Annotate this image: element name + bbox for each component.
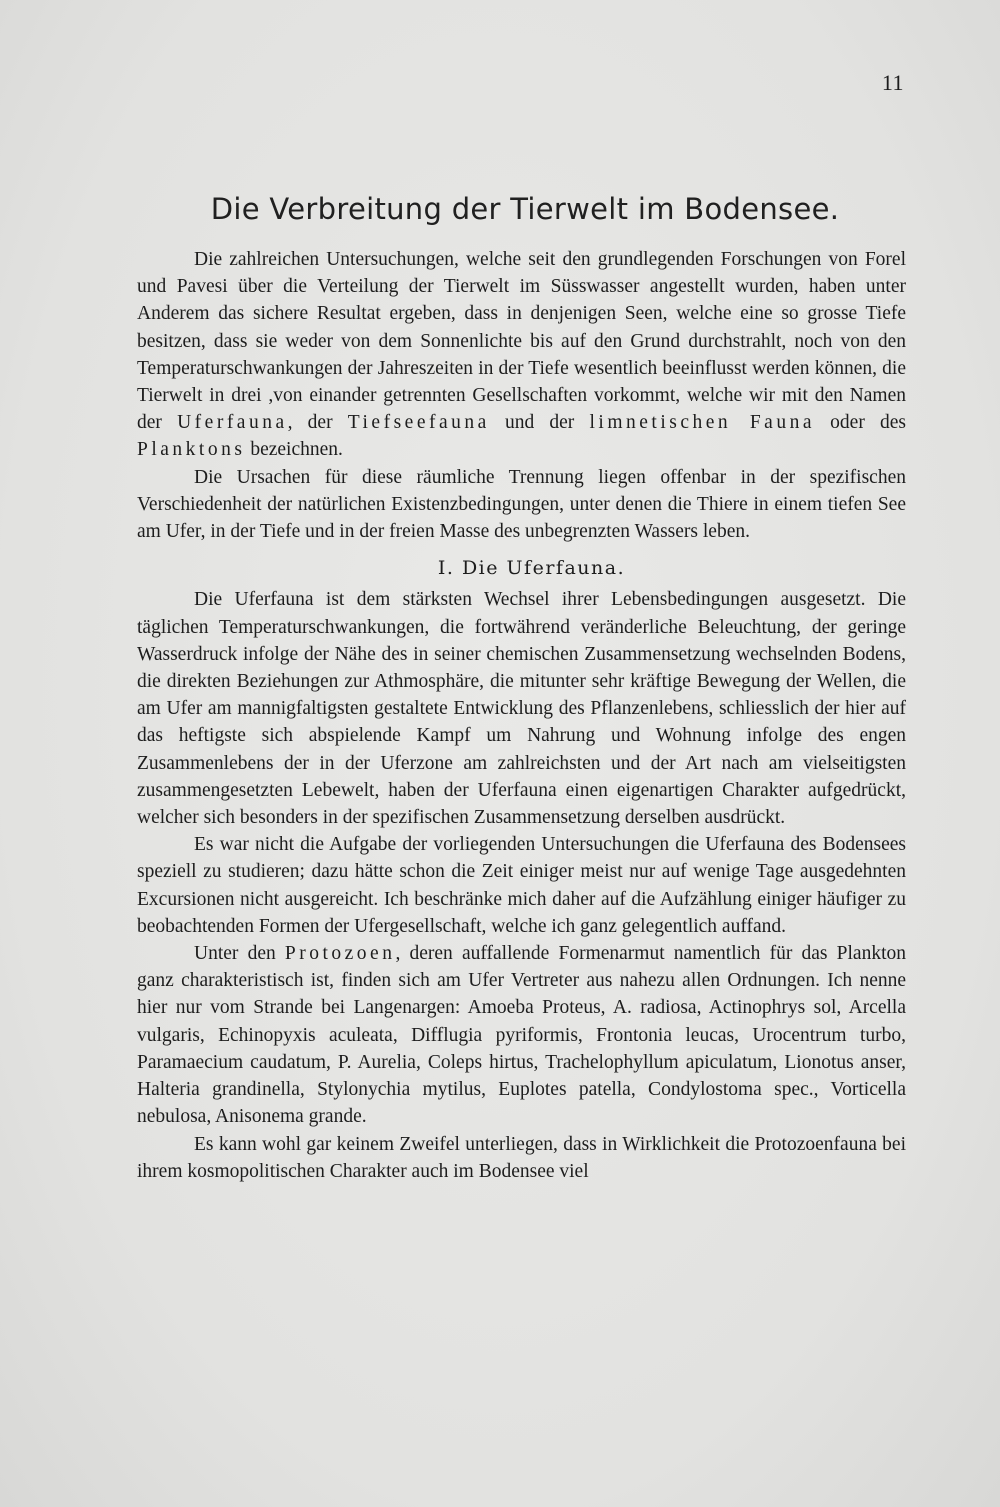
paragraph-1-text-3: und der [504,412,575,434]
paragraph-5 [137,940,906,1130]
term-tiefseefauna: Tiefseefauna [347,412,490,434]
paragraph-1-text-2: , der [287,412,333,434]
term-plankton: Planktons [137,439,246,461]
paragraph-5-text-1: Unter den [194,943,276,965]
paragraph-1 [137,246,906,464]
paragraph-3: Die Uferfauna ist dem stärksten Wechsel ihrer Lebensbedingungen ausgesetzt. Die täglichen Temperaturschwankungen, die fortwährend veränderliche Beleuchtung, der geringe Wasserdruck infolge der Nähe des in seiner chemischen Zusammensetzung wechselnden Bodens, die direkten Beziehungen zur Athmosphäre, die mitunter sehr kräftige Bewegung der Wellen, die am Ufer am mannigfaltigsten gestaltete Entwicklung des Pflanzenlebens, schliesslich der hier auf das heftigste sich abspielende Kampf um Nahrung und Wohnung infolge des engen Zusammenlebens der in der Uferzone am zahlreichsten und der Art nach am vielseitigsten zusammengesetzten Lebewelt, haben der Uferfauna einen eigenartigen Charakter aufgedrückt, welcher sich besonders in der spezifischen Zusammensetzung derselben ausdrückt. [137,589,906,829]
section-heading-uferfauna: I. Die Uferfauna. [437,557,626,580]
term-uferfauna: Uferfauna [177,412,288,434]
paragraph-6: Es kann wohl gar keinem Zweifel unterliegen, dass in Wirklichkeit die Protozoenfauna bei ihrem kosmopolitischen Charakter auch im Bodensee viel [137,1133,906,1182]
paragraph-1-text-1: Die zahlreichen Untersuchungen, welche seit den grundlegenden Forschungen von Forel und Pavesi über die Verteilung der Tierwelt im Süsswasser angestellt wurden, haben unter Anderem das sichere Resultat ergeben, dass in denjenigen Seen, welche eine so grosse Tiefe besitzen, dass sie weder von dem Sonnenlichte bis auf den Grund durchstrahlt, noch von den Temperaturschwankungen der Jahreszeiten in der Tiefe wesentlich beeinflusst werden können, die Tierwelt in drei ,von einander getrennten Gesellschaften vorkommt, welche wir mit den Namen der [137,249,906,434]
term-protozoen: Protozoen [284,943,396,965]
body-text [137,246,906,1185]
paragraph-2: Die Ursachen für diese räumliche Trennung liegen offenbar in der spezifischen Verschiedenheit der natürlichen Existenzbedingungen, unter denen die Thiere in einem tiefen See am Ufer, in der Tiefe und in der freien Masse des unbegrenzten Wassers leben. [137,466,906,543]
paragraph-1-text-4: oder des [830,412,906,434]
paragraph-1-text-5: bezeichnen. [250,439,343,461]
term-limnetische-fauna: limnetischen Fauna [589,412,815,434]
page-title: Die Verbreitung der Tierwelt im Bodensee. [210,192,840,226]
page-number: 11 [881,70,904,95]
paragraph-4: Es war nicht die Aufgabe der vorliegenden Untersuchungen die Uferfauna des Bodensees speziell zu studieren; dazu hätte schon die Zeit einiger meist nur auf wenige Tage ausgedehnten Excursionen nicht ausgereicht. Ich beschränke mich daher auf die Aufzählung einiger häufiger zu beobachtenden Formen der Ufergesellschaft, welche ich ganz gelegentlich auffand. [137,834,906,937]
paragraph-5-text-2: , deren auffallende Formenarmut namentlich für das Plankton ganz charakteristisch ist, finden sich am Ufer Vertreter aus nahezu allen Ordnungen. Ich nenne hier nur vom Strande bei Langenargen: Amoeba Proteus, A. radiosa, Actinophrys sol, Arcella vulgaris, Echinopyxis aculeata, Difflugia pyriformis, Frontonia leucas, Urocentrum turbo, Paramaecium caudatum, P. Aurelia, Coleps hirtus, Trachelophyllum apiculatum, Lionotus anser, Halteria grandinella, Stylonychia mytilus, Euplotes patella, Condylostoma spec., Vorticella nebulosa, Anisonema grande. [137,943,906,1128]
